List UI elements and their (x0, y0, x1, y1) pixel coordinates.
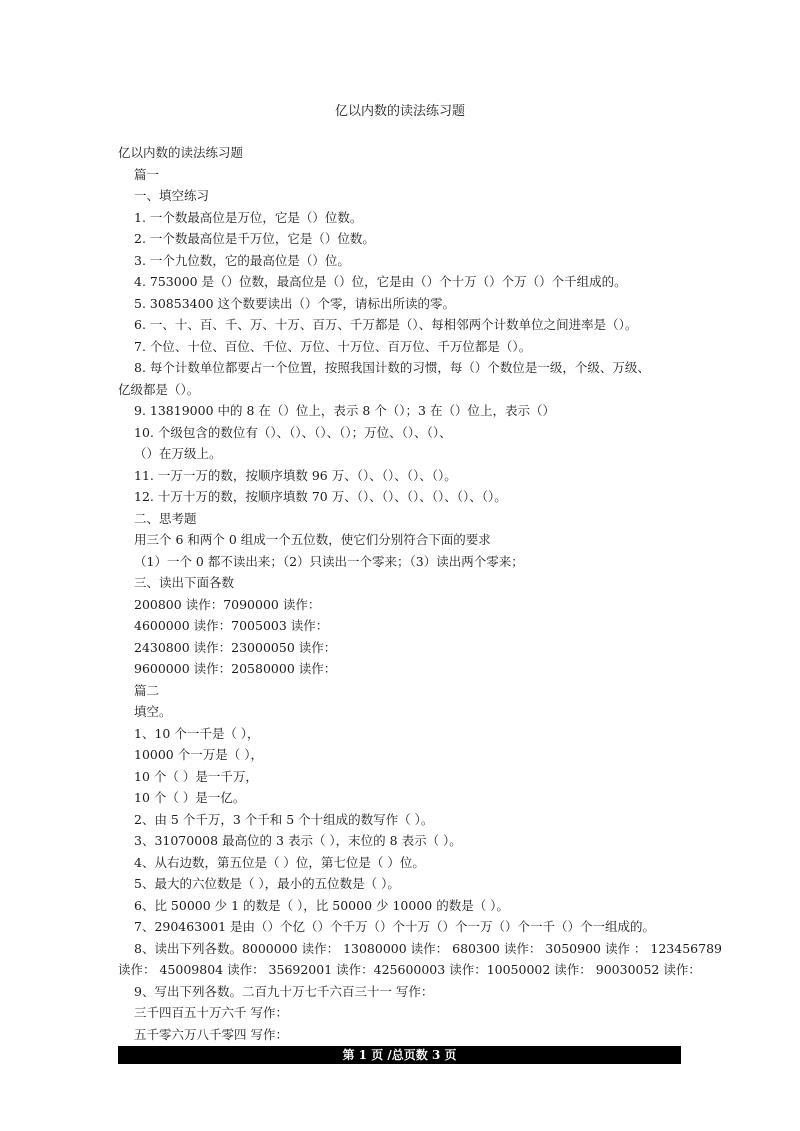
text-line: 2430800 读作：23000050 读作： (134, 639, 337, 655)
text-line: 三、读出下面各数 (134, 575, 235, 590)
text-line: 12. 十万十万的数，按顺序填数 70 万、（）、（）、（）、（）、（）、（）。 (134, 489, 507, 504)
text-line: 10 个（ ）是一千万， (134, 768, 258, 784)
text-line: 4. 753000 是（）位数，最高位是（）位，它是由（）个十万（）个万（）个千组成的。 (134, 274, 627, 289)
text-line: 3、31070008 最高位的 3 表示（ ），末位的 8 表示（ ）。 (134, 833, 462, 848)
document-body (118, 142, 722, 1045)
text-line: 用三个 6 和两个 0 组成一个五位数，使它们分别符合下面的要求 (134, 532, 491, 547)
text-line: 4600000 读作：7005003 读作： (134, 618, 329, 633)
text-line: 7. 个位、十位、百位、千位、万位、十万位、百万位、千万位都是（）。 (134, 338, 532, 354)
text-line: （）在万级上。 (134, 446, 222, 461)
text-line: （1）一个 0 都不读出来；（2）只读出一个零来；（3）读出两个零来； (134, 553, 524, 569)
page-footer: 第 1 页 /总页数 3 页 (118, 1046, 681, 1064)
text-line: 8、读出下列各数。8000000 读作： 13080000 读作： 680300 读作： 3050900 读作 ： 123456789 (134, 940, 722, 956)
text-line: 7、290463001 是由（）个亿（）个千万（）个十万（）个一万（）个一千（）个一组成的。 (134, 919, 656, 934)
text-line: 200800 读作：7090000 读作： (134, 596, 321, 612)
text-line: 填空。 (134, 704, 172, 719)
text-line: 9600000 读作：20580000 读作： (134, 661, 337, 676)
text-line: 5、最大的六位数是（ ），最小的五位数是（ ）。 (134, 876, 400, 891)
text-line: 二、思考题 (134, 510, 197, 526)
text-line: 10 个（ ）是一亿。 (134, 790, 246, 805)
text-line: 8. 每个计数单位都要占一个位置，按照我国计数的习惯，每（）个数位是一级，个级、万级、 (134, 360, 650, 375)
text-line: 一、填空练习 (134, 188, 210, 203)
text-line: 篇一 (134, 166, 160, 182)
page-title: 亿以内数的读法练习题 (334, 104, 465, 119)
text-line: 11. 一万一万的数，按顺序填数 96 万、（）、（）、（）、（）。 (134, 467, 457, 483)
text-line: 5. 30853400 这个数要读出（）个零，请标出所读的零。 (134, 295, 455, 311)
text-line: 五千零六万八千零四 写作： (134, 1026, 288, 1042)
text-line: 1、10 个一千是（ ）， (134, 725, 260, 741)
text-line: 篇二 (134, 682, 160, 698)
text-line: 4、从右边数，第五位是（ ）位，第七位是（ ）位。 (134, 854, 425, 870)
text-line: 6、比 50000 少 1 的数是（ ），比 50000 少 10000 的数是（ ）。 (134, 897, 509, 913)
text-line: 三千四百五十万六千 写作： (134, 1005, 288, 1020)
text-line: 亿以内数的读法练习题 (118, 145, 244, 160)
text-line: 读作： 45009804 读作： 35692001 读作：425600003 读作：10050002 读作： 90030052 读作： (118, 962, 701, 977)
text-line: 2. 一个数最高位是千万位，它是（）位数。 (134, 231, 375, 246)
text-line: 2、由 5 个千万，3 个千和 5 个十组成的数写作（ ）。 (134, 811, 434, 827)
text-line: 亿级都是（）。 (118, 381, 200, 397)
text-line: 6. 一、十、百、千、万、十万、百万、千万都是（）、每相邻两个计数单位之间进率是（）。 (134, 317, 638, 332)
text-line: 9、写出下列各数。二百九十万七千六百三十一 写作： (134, 983, 434, 999)
text-line: 10000 个一万是（ ）， (134, 747, 263, 762)
text-line: 3. 一个九位数，它的最高位是（）位。 (134, 252, 350, 268)
text-line: 10. 个级包含的数位有（）、（）、（）、（）；万位、（）、（）、 (134, 424, 452, 440)
text-line: 9. 13819000 中的 8 在（）位上，表示 8 个（）；3 在（）位上，表示（） (134, 403, 555, 418)
text-line: 1. 一个数最高位是万位，它是（）位数。 (134, 209, 363, 225)
